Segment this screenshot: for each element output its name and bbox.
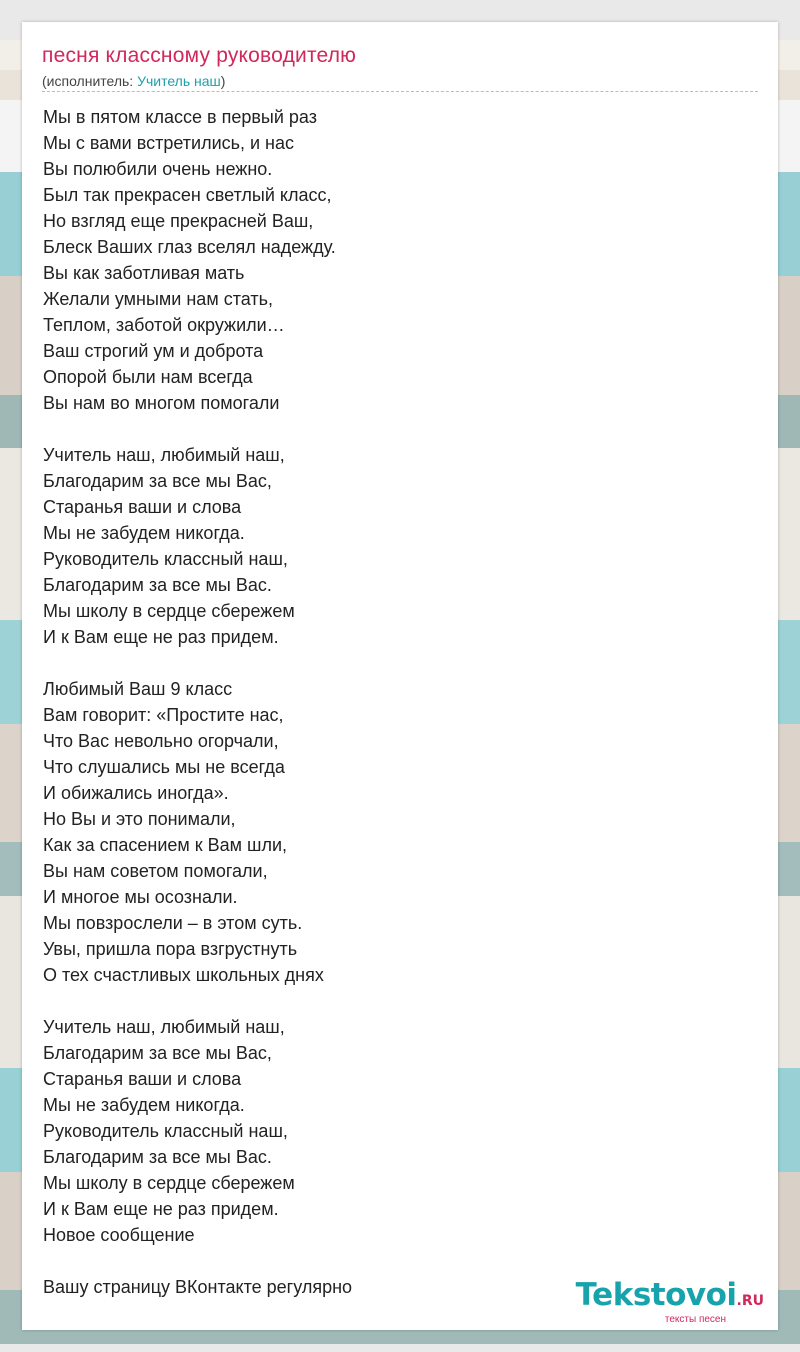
lyric-line: Но взгляд еще прекрасней Ваш, xyxy=(43,211,314,231)
lyric-line: И к Вам еще не раз придем. xyxy=(43,627,279,647)
artist-link[interactable]: Учитель наш xyxy=(137,73,221,89)
lyric-line: Благодарим за все мы Вас. xyxy=(43,575,272,595)
lyric-line: Благодарим за все мы Вас, xyxy=(43,471,272,491)
lyric-line: Учитель наш, любимый наш, xyxy=(43,1017,285,1037)
logo-tld: .RU xyxy=(736,1293,764,1309)
lyric-line: Учитель наш, любимый наш, xyxy=(43,445,285,465)
lyric-line: Мы с вами встретились, и нас xyxy=(43,133,295,153)
lyric-line: Вы нам во многом помогали xyxy=(43,393,280,413)
lyric-line: Вашу страницу ВКонтакте регулярно xyxy=(43,1277,353,1297)
lyric-line: Руководитель классный наш, xyxy=(43,1121,288,1141)
song-title: песня классному руководителю xyxy=(42,44,357,67)
artist-prefix: (исполнитель: xyxy=(42,73,138,89)
lyric-line: Блеск Ваших глаз вселял надежду. xyxy=(43,237,336,257)
artist-line xyxy=(42,73,758,92)
lyric-line: Мы не забудем никогда. xyxy=(43,1095,245,1115)
stanza-break xyxy=(43,988,743,1014)
lyric-line: Что Вас невольно огорчали, xyxy=(43,731,279,751)
artist-suffix: ) xyxy=(220,73,226,89)
lyric-line: Старанья ваши и слова xyxy=(43,497,242,517)
stanza-break xyxy=(43,1248,743,1274)
lyric-line: И многое мы осознали. xyxy=(43,887,238,907)
lyric-line: Благодарим за все мы Вас. xyxy=(43,1147,272,1167)
logo-tagline: тексты песен xyxy=(664,1314,726,1325)
lyric-line: Мы не забудем никогда. xyxy=(43,523,245,543)
logo-name: Tekstovoi xyxy=(575,1277,737,1313)
lyric-line: Мы в пятом классе в первый раз xyxy=(43,107,317,127)
lyric-line: Желали умными нам стать, xyxy=(43,289,273,309)
lyric-line: Вы нам советом помогали, xyxy=(43,861,268,881)
lyric-line: Был так прекрасен светлый класс, xyxy=(43,185,332,205)
lyric-line: Что слушались мы не всегда xyxy=(43,757,285,777)
lyric-line: Старанья ваши и слова xyxy=(43,1069,242,1089)
lyric-line: Но Вы и это понимали, xyxy=(43,809,236,829)
lyric-line: Новое сообщение xyxy=(43,1225,195,1245)
lyric-line: О тех счастливых школьных днях xyxy=(43,965,324,985)
stanza-break xyxy=(43,650,743,676)
lyric-line: Мы школу в сердце сбережем xyxy=(43,601,295,621)
lyric-line: Мы повзрослели – в этом суть. xyxy=(43,913,303,933)
lyric-line: Вы как заботливая мать xyxy=(43,263,245,283)
lyric-line: Вы полюбили очень нежно. xyxy=(43,159,273,179)
lyric-line: Мы школу в сердце сбережем xyxy=(43,1173,295,1193)
stanza-break xyxy=(43,416,743,442)
lyric-line: Опорой были нам всегда xyxy=(43,367,253,387)
lyric-line: Любимый Ваш 9 класс xyxy=(43,679,233,699)
site-logo[interactable] xyxy=(576,1279,764,1326)
lyric-line: И обижались иногда». xyxy=(43,783,229,803)
lyrics-text xyxy=(43,104,743,1300)
lyric-line: Ваш строгий ум и доброта xyxy=(43,341,264,361)
lyric-line: Как за спасением к Вам шли, xyxy=(43,835,288,855)
lyrics-card xyxy=(22,22,778,1330)
lyric-line: Вам говорит: «Простите нас, xyxy=(43,705,284,725)
lyric-line: И к Вам еще не раз придем. xyxy=(43,1199,279,1219)
lyric-line: Благодарим за все мы Вас, xyxy=(43,1043,272,1063)
lyric-line: Руководитель классный наш, xyxy=(43,549,288,569)
lyric-line: Увы, пришла пора взгрустнуть xyxy=(43,939,298,959)
lyric-line: Теплом, заботой окружили… xyxy=(43,315,285,335)
